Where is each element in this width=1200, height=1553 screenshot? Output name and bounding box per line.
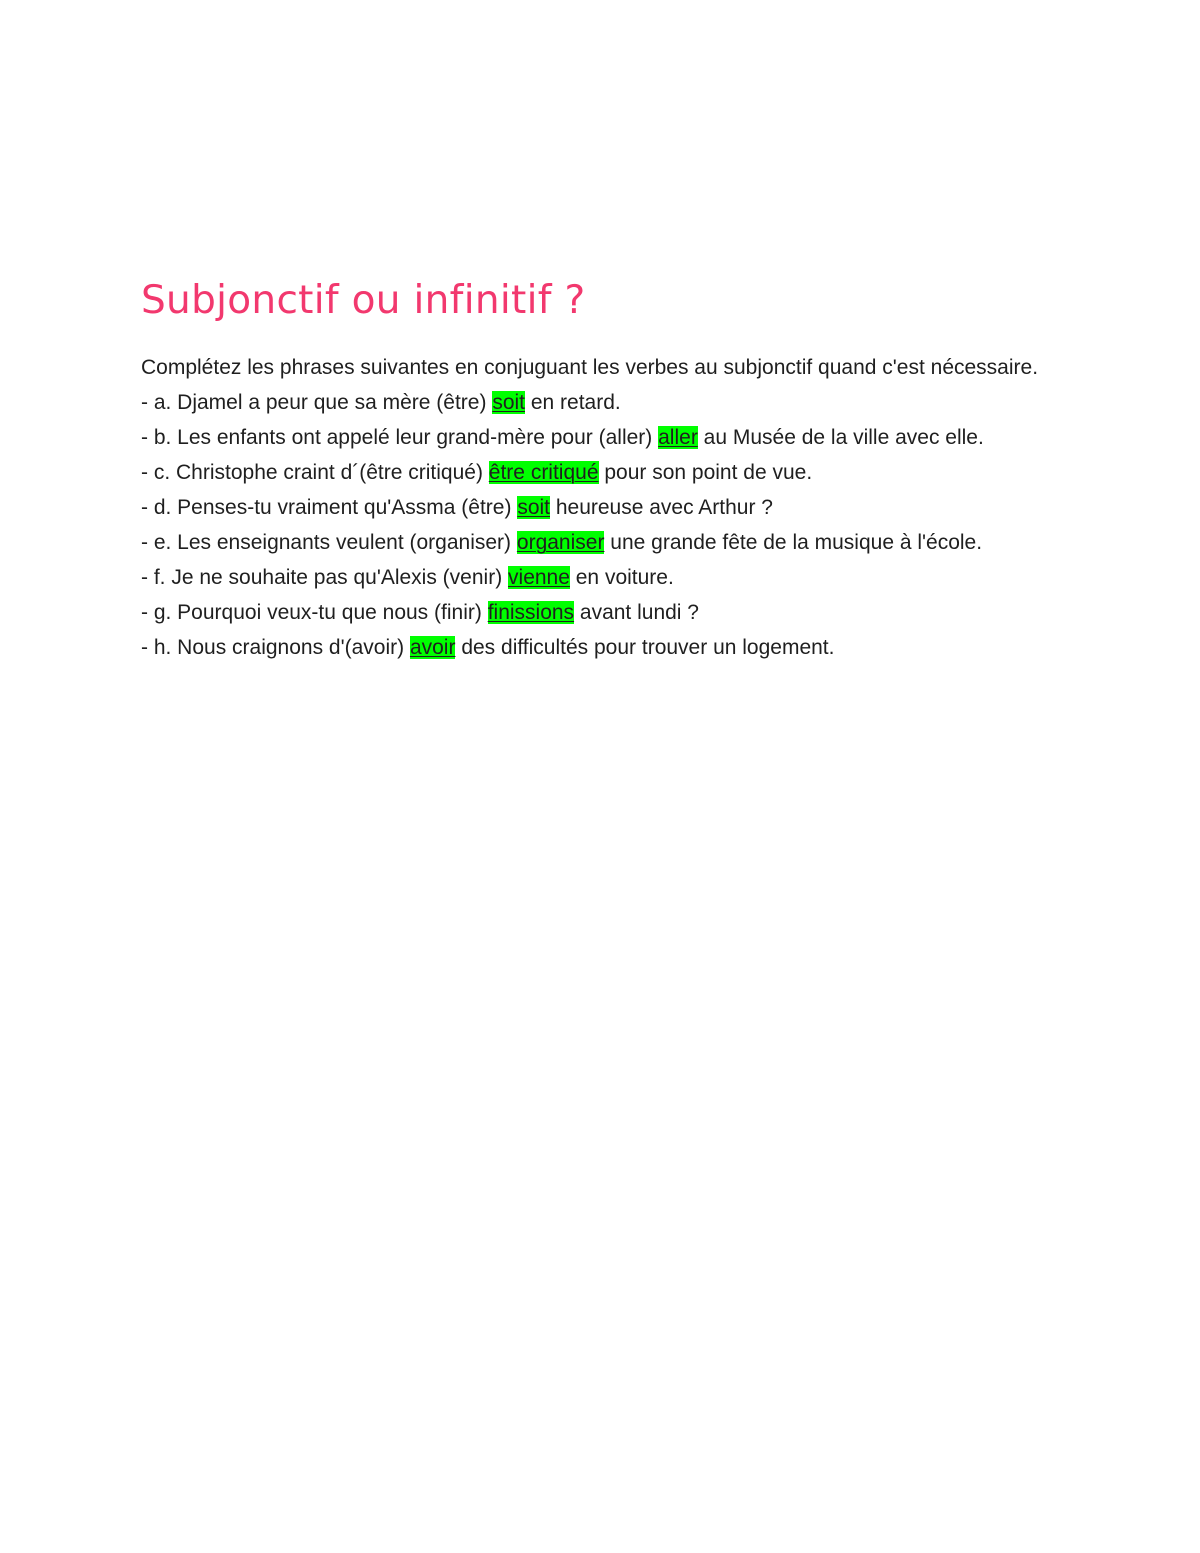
exercise-item-h xyxy=(141,632,1058,663)
answer-highlight: soit xyxy=(492,391,525,414)
item-text-before: - c. Christophe craint d´(être critiqué) xyxy=(141,461,489,484)
exercise-item-c xyxy=(141,457,1058,488)
document-content xyxy=(141,278,1058,667)
instructions-text: Complétez les phrases suivantes en conjuguant les verbes au subjonctif quand c'est nécessaire. xyxy=(141,356,1039,379)
item-text-before: - e. Les enseignants veulent (organiser) xyxy=(141,531,517,554)
answer-highlight: aller xyxy=(658,426,698,449)
item-text-after: en retard. xyxy=(525,391,621,414)
item-text-after: avant lundi ? xyxy=(574,601,699,624)
exercise-item-e xyxy=(141,527,1058,558)
answer-highlight: soit xyxy=(517,496,550,519)
answer-highlight: finissions xyxy=(487,601,575,624)
answer-highlight: être critiqué xyxy=(488,461,599,484)
exercise-item-d xyxy=(141,492,1058,523)
exercise-item-a xyxy=(141,387,1058,418)
item-text-before: - g. Pourquoi veux-tu que nous (finir) xyxy=(141,601,488,624)
exercise-item-g xyxy=(141,597,1058,628)
item-text-after: au Musée de la ville avec elle. xyxy=(697,426,984,449)
answer-highlight: organiser xyxy=(516,531,605,554)
item-text-after: en voiture. xyxy=(569,566,674,589)
item-text-before: - h. Nous craignons d'(avoir) xyxy=(141,636,410,659)
item-text-before: - f. Je ne souhaite pas qu'Alexis (venir) xyxy=(141,566,509,589)
item-text-after: une grande fête de la musique à l'école. xyxy=(604,531,983,554)
item-text-after: pour son point de vue. xyxy=(598,461,813,484)
item-text-before: - d. Penses-tu vraiment qu'Assma (être) xyxy=(141,496,518,519)
exercise-item-b xyxy=(141,422,1058,453)
page-title: Subjonctif ou infinitif ? xyxy=(141,278,586,323)
answer-highlight: vienne xyxy=(508,566,570,589)
item-text-after: des difficultés pour trouver un logement. xyxy=(455,636,835,659)
item-text-before: - a. Djamel a peur que sa mère (être) xyxy=(141,391,493,414)
exercise-item-f xyxy=(141,562,1058,593)
item-text-before: - b. Les enfants ont appelé leur grand-mère pour (aller) xyxy=(141,426,659,449)
answer-highlight: avoir xyxy=(409,636,456,659)
item-text-after: heureuse avec Arthur ? xyxy=(550,496,773,519)
